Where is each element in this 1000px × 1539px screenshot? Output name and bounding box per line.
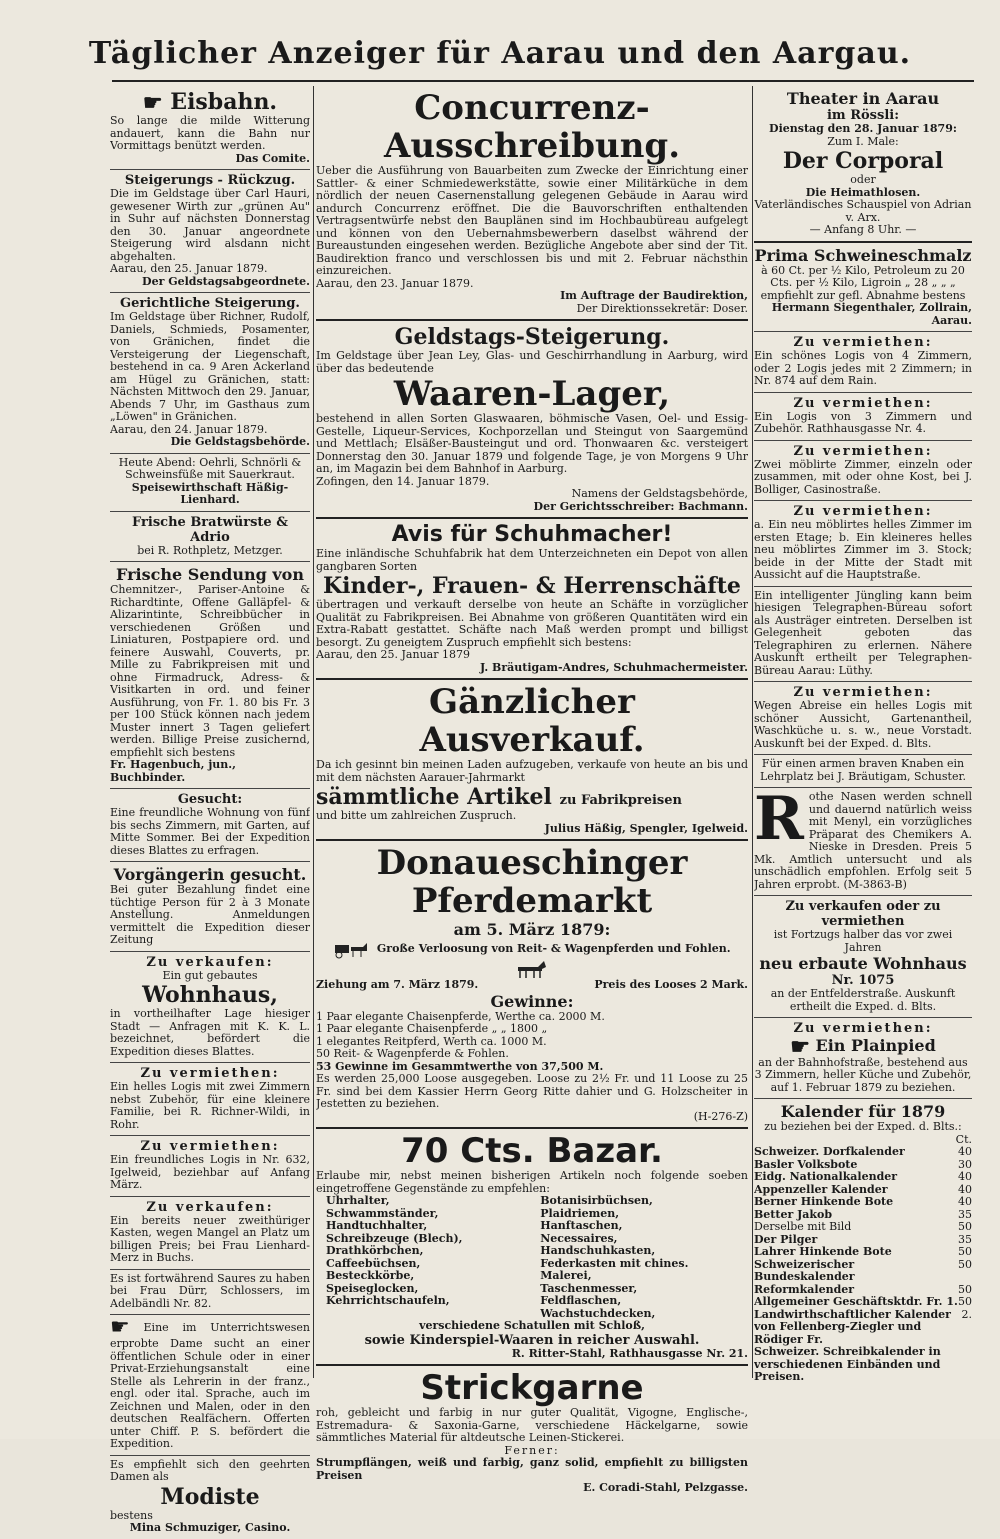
bazar-item: Federkasten mit chines. Malerei,: [540, 1256, 689, 1282]
kalender-item: Berner Hinkende Bote 40: [754, 1195, 972, 1208]
bazar-item: Handtuchhalter,: [326, 1219, 428, 1232]
kalender-item: Better Jakob 35: [754, 1207, 972, 1221]
ad-headline: Der Corporal: [782, 148, 944, 174]
ad-subtitle: Große Verloosung von Reit- & Wagenpferden und Fohlen.: [376, 942, 731, 955]
ad-text: Eine im Unterrichtswesen erprobte Dame sucht an einer öffentlichen Schule oder in einer Privat-Erziehungsanstalt eine Stelle als Lehrerin in der franz., engl. oder ital. Sprache, auch im Zeichnen und Malen, oder in den deutschen Realfächern. Offerten unter Chiff. P. S. befördert die Expedition.: [110, 1321, 310, 1450]
ad-text: Im Geldstage über Jean Ley, Glas- und Geschirrhandlung in Aarburg, wird über das bedeutende: [316, 349, 748, 375]
ad-title: Geldstags-Steigerung.: [394, 324, 670, 350]
ad-signature: Der Geldstagsabgeordnete.: [142, 274, 310, 288]
kalender-item: Basler Volksbote 30: [754, 1157, 972, 1171]
ad-signature: R. Ritter-Stahl, Rathhausgasse Nr. 21.: [511, 1346, 748, 1360]
bazar-item: Schreibzeuge (Blech),: [326, 1231, 463, 1245]
pointing-hand-icon: ☛: [142, 90, 163, 116]
ad-signature: Speisewirthschaft Häßig-Lienhard.: [131, 480, 289, 506]
ad-signature: Der Direktionssekretär: Doser.: [576, 301, 748, 315]
ad-text: Erlaube mir, nebst meinen bisherigen Artikeln noch folgende soeben eingetroffene Gegenstände zu empfehlen:: [316, 1169, 748, 1195]
ad-frische-sendung: [110, 562, 310, 789]
ad-text: Ein freundliches Logis in Nr. 632, Igelweid, beziehbar auf Anfang März.: [110, 1153, 310, 1191]
ad-code: (H-276-Z): [693, 1109, 748, 1123]
ad-text: Ein schönes Logis von 4 Zimmern, oder 2 Logis jedes mit 2 Zimmern; in Nr. 874 auf dem Rain.: [754, 349, 972, 387]
ad-title: Gänzlicher Ausverkauf.: [419, 682, 645, 760]
ad-headline: sämmtliche Artikel: [316, 784, 552, 810]
ad-signature: Hermann Siegenthaler, Zollrain, Aarau.: [771, 301, 972, 327]
horse-icon: [512, 959, 552, 979]
ad-title: Concurrenz-Ausschreibung.: [383, 88, 681, 166]
ad-title: Zu verkaufen:: [146, 1199, 274, 1215]
ad-vermiethen: [754, 501, 972, 587]
prize-item: 1 Paar elegante Chaisenpferde „ „ 1800 „: [316, 1022, 548, 1035]
ad-schweineschmalz: [754, 243, 972, 333]
ad-title: Zu vermiethen:: [793, 443, 933, 459]
ad-title: Donaueschinger Pferdemarkt: [376, 843, 688, 921]
prize-item: 53 Gewinne im Gesammtwerthe von 37,500 M.: [316, 1059, 604, 1073]
ad-gesucht: [110, 789, 310, 862]
ad-steigerungs-rueckzug: [110, 170, 310, 293]
ad-text: bei R. Rothpletz, Metzger.: [137, 543, 283, 557]
ad-title: Avis für Schuhmacher!: [391, 522, 673, 547]
ad-subtitle: Nr. 1075: [831, 973, 895, 988]
ad-title: Vorgängerin gesucht.: [113, 865, 307, 884]
pointing-hand-icon: ☛: [790, 1033, 810, 1060]
ad-verkaufen-kasten: [110, 1197, 310, 1270]
ad-vermiethen: [754, 682, 972, 755]
ad-signature: Fr. Hagenbuch, jun., Buchbinder.: [110, 758, 236, 784]
ad-date: Aarau, den 24. Januar 1879.: [110, 422, 268, 436]
kalender-item: Allgemeiner Geschäftsktdr. Fr. 1. 50: [754, 1295, 972, 1308]
ad-date: Aarau, den 23. Januar 1879.: [316, 276, 474, 290]
ad-title: Gerichtliche Steigerung.: [120, 296, 300, 311]
column-divider: [752, 86, 753, 1378]
ad-text: Vaterländisches Schauspiel von Adrian v. Arx.: [754, 198, 972, 224]
ad-text: bestehend in allen Sorten Glaswaaren, böhmische Vasen, Oel- und Essig-Gestelle, Liqueur-Services, Kochporzellan und Steingut von Saargemünd und Mettlach; Elsäßer-Bausteingut und ord. Thonwaaren &c. versteigert Donnerstag den 30. Januar 1879 und folgende Tage, je von Morgens 9 Uhr an, im Magazin bei dem Bahnhof in Aarburg.: [316, 412, 748, 475]
ad-text: Eine freundliche Wohnung von fünf bis sechs Zimmern, mit Garten, auf Mitte Sommer. Bei der Expedition dieses Blattes zu erfragen.: [110, 806, 310, 857]
ad-headline: zu Fabrikpreisen: [559, 793, 682, 808]
ad-text: sowie Kinderspiel-Waaren in reicher Auswahl.: [364, 1332, 700, 1348]
prize-item: 1 Paar elegante Chaisenpferde, Werthe ca. 2000 M.: [316, 1009, 605, 1023]
bazar-item: Besteckkörbe,: [326, 1269, 415, 1282]
kalender-item: Appenzeller Kalender 40: [754, 1182, 972, 1196]
ad-text: Es werden 25,000 Loose ausgegeben. Loose zu 2½ Fr. und 11 Loose zu 25 Fr. sind bei dem Kassier Herrn Georg Ritte dahier und G. Holzscheiter in Jestetten zu beziehen.: [316, 1072, 748, 1110]
ad-title: Zu vermiethen:: [793, 685, 933, 700]
kalender-item: Der Pilger 35: [754, 1232, 972, 1246]
kalender-item: Eidg. Nationalkalender 40: [754, 1170, 972, 1183]
kalender-item: Schweizerischer Bundeskalender 50: [754, 1257, 972, 1283]
ad-vermiethen-igelweid: [110, 1136, 310, 1197]
ad-title: Zu vermiethen:: [793, 1021, 933, 1036]
price-unit: Ct.: [955, 1132, 972, 1146]
ad-title: Prima Schweineschmalz: [754, 245, 972, 265]
ad-headline: Ein Plainpied: [815, 1036, 936, 1055]
ad-text: Da ich gesinnt bin meinen Laden aufzugeben, verkaufe von heute an bis und mit dem nächsten Aarauer-Jahrmarkt: [316, 758, 748, 784]
horse-carriage-icon: [333, 939, 373, 959]
bazar-item: Wachstuchdecken,: [540, 1306, 656, 1320]
ad-text: Ein intelligenter Jüngling kann beim hiesigen Telegraphen-Büreau sofort als Austräger eintreten. Derselben ist Gelegenheit geboten das Telegraphiren zu erlernen. Nähere Auskunft ertheilt per Telegraphen-Büreau Aarau: Lüthy.: [754, 588, 972, 677]
ad-text: bestens: [110, 1508, 153, 1522]
ad-text: à 60 Ct. per ½ Kilo, Petroleum zu 20 Cts. per ½ Kilo, Ligroin „ 28 „ „ „ empfiehlt zur gefl. Abnahme bestens: [760, 263, 966, 302]
ad-text: So lange die milde Witterung andauert, kann die Bahn nur Vormittags benützt werden.: [110, 114, 310, 152]
ad-signature: Mina Schmuziger, Casino.: [129, 1521, 291, 1534]
ad-text: oder: [850, 173, 876, 186]
ad-title: Frische Sendung von: [116, 565, 304, 584]
ad-headline: Wohnhaus,: [142, 982, 278, 1008]
ad-vermiethen: [754, 332, 972, 393]
ad-date: Zofingen, den 14. Januar 1879.: [316, 474, 490, 488]
ad-subtitle: zu beziehen bei der Exped. d. Blts.:: [764, 1120, 962, 1133]
ad-signature: Julius Häßig, Spengler, Igelweid.: [544, 821, 748, 835]
ad-ziehung: Ziehung am 7. März 1879.: [316, 978, 479, 991]
ad-date: Aarau, den 25. Januar 1879.: [110, 262, 268, 275]
ad-text: ist Fortzugs halber das vor zwei Jahren: [773, 928, 953, 954]
ad-pferdemarkt: [316, 841, 748, 1129]
ad-text: Im Geldstage über Richner, Rudolf, Daniels, Schmieds, Posamenter, von Gränichen, findet die Versteigerung der Liegenschaft, bestehend in ca. 9 Aren Ackerland am Hügel zu Gränichen, statt: Nächsten Mittwoch den 29. Januar, Abends 7 Uhr, im Gasthaus zum „Löwen" in Gränichen.: [110, 310, 310, 423]
bazar-item: Plaidriemen,: [540, 1206, 620, 1220]
ad-text: Heute Abend: Oehrli, Schnörli & Schweinsfüße mit Sauerkraut.: [118, 455, 302, 481]
ad-telegraph: [754, 587, 972, 683]
ad-signature: E. Coradi-Stahl, Pelzgasse.: [583, 1481, 748, 1494]
bazar-item: Handschuhkasten,: [540, 1244, 656, 1257]
bazar-item: Hanftaschen,: [540, 1219, 623, 1232]
bazar-item: Botanisirbüchsen,: [540, 1194, 653, 1207]
column-right: [754, 86, 972, 1388]
ad-text: Es ist fortwährend Saures zu haben bei Frau Dürr, Schlossers, im Adelbändli Nr. 82.: [110, 1271, 310, 1310]
ad-subtitle: im Rössli:: [826, 108, 899, 123]
ad-vermiethen-rohr: [110, 1063, 310, 1136]
ad-plainpied: [754, 1018, 972, 1099]
ad-bratwuerste: [110, 512, 310, 563]
ad-wohnhaus: [110, 952, 310, 1064]
ad-theater: [754, 86, 972, 243]
ad-text: Es empfiehlt sich den geehrten Damen als: [110, 1457, 310, 1483]
bazar-item: Caffeebüchsen,: [326, 1256, 421, 1270]
ad-vorgaengerin: [110, 862, 310, 952]
ad-headline: Kinder-, Frauen- & Herrenschäfte: [323, 573, 741, 599]
kalender-item: Lahrer Hinkende Bote 50: [754, 1245, 972, 1258]
ad-title: Frische Bratwürste & Adrio: [132, 514, 288, 545]
ad-signature: Im Auftrage der Baudirektion,: [560, 289, 748, 302]
ad-text: Bei guter Bezahlung findet eine tüchtige Person für 2 à 3 Monate Anstellung. Anmeldungen vermittelt die Expedition dieser Zeitung: [110, 883, 310, 946]
ad-title: Zu vermiethen:: [793, 504, 933, 519]
ad-text: Für einen armen braven Knaben ein Lehrplatz bei J. Bräutigam, Schuster.: [759, 757, 967, 783]
ad-title: Theater in Aarau: [786, 89, 940, 108]
ad-text: Chemnitzer-, Pariser-Antoine & Richardtinte, Offene Galläpfel- & Alizarintinte, Schreibbücher in verschiedenen Größen und Liniaturen, Postpapiere ord. und feinere Auswahl, Couverts, pr. Mille zu Fabrikpreisen mit und ohne Firmadruck, Adress- & Visitkarten in ord. und feiner Ausführung, von Fr. 1. 80 bis Fr. 3 per 100 Stück können nach jedem Muster innert 3 Tagen geliefert werden. Billige Preise zusichernd, empfiehlt sich bestens: [110, 583, 310, 759]
ad-headline: Waaren-Lager,: [393, 374, 671, 414]
ad-geldstag: [316, 321, 748, 519]
ad-text: Ein helles Logis mit zwei Zimmern nebst Zubehör, für eine kleinere Familie, bei R. Richner-Wildi, in Rohr.: [110, 1080, 310, 1131]
prize-item: 1 elegantes Reitpferd, Werth ca. 1000 M.: [316, 1034, 547, 1048]
ad-text: an der Entfelderstraße. Auskunft ertheilt die Exped. d. Blts.: [770, 987, 956, 1013]
masthead-rule: [112, 80, 974, 82]
ad-kalender: [754, 1099, 972, 1388]
ad-neu-erbaute-wohnhaus: [754, 896, 972, 1018]
ad-title: Kalender für 1879: [780, 1102, 946, 1121]
ad-concurrenz: [316, 86, 748, 321]
ad-title: Strickgarne: [420, 1368, 644, 1408]
ad-date: am 5. März 1879:: [453, 920, 611, 939]
ad-text: a. Ein neu möblirtes helles Zimmer im ersten Etage; b. Ein kleineres helles neu möblirtes Zimmer im 3. Stock; beide in der Mitte der Stadt mit Aussicht auf die Hauptstraße.: [754, 518, 972, 581]
ad-ausverkauf: [316, 680, 748, 841]
bazar-item: Taschenmesser,: [540, 1281, 638, 1295]
ad-text: Die im Geldstage über Carl Hauri, gewesener Wirth zur „grünen Au" in Suhr auf nächsten Donnerstag den 30. Januar angeordnete Steigerung wird alsdann nicht abgehalten.: [110, 187, 310, 263]
ad-text: Wegen Abreise ein helles Logis mit schöner Aussicht, Gartenantheil, Waschküche u. s. w., neue Vorstadt. Auskunft bei der Exped. d. Blts.: [754, 699, 972, 750]
ad-title: Zu vermiethen:: [793, 395, 933, 411]
drop-cap: R: [754, 784, 804, 854]
ad-vermiethen: [754, 393, 972, 441]
ad-text: roh, gebleicht und farbig in nur guter Qualität, Vigogne, Englische-, Estremadura- & Saxonia-Garne, verschiedene Häckelgarne, sowie sämmtliches Material für altdeutsche Leinen-Stickerei.: [316, 1406, 748, 1444]
ad-title: 70 Cts. Bazar.: [401, 1131, 663, 1171]
ad-title: Zu vermiethen:: [793, 335, 933, 350]
kalender-item: Schweizer. Dorfkalender 40: [754, 1145, 972, 1158]
ad-text: Ueber die Ausführung von Bauarbeiten zum Zwecke der Einrichtung einer Sattler- & einer Schmiedewerkstätte, sowie einer Militärküche in dem nördlich der neuen Casernenstallung gelegenen Gebäude in Aarau wird andurch Concurrenz eröffnet. Die die Bauvorschriften enthaltenden Vertragsentwürfe nebst den Bauplänen sind im Hochbaubüreau aufgelegt und können von den Uebernahmsbewerbern daselbst während der Bureaustunden eingesehen werden. Bezügliche Angebote aber sind der Tit. Baudirektion franco und verschlossen bis und mit 2. Februar nächsthin einzureichen.: [316, 164, 748, 277]
ad-text: Eine inländische Schuhfabrik hat dem Unterzeichneten ein Depot von allen gangbaren Sorten: [316, 547, 748, 573]
ad-text: Schweizer. Schreibkalender in verschiedenen Einbänden und Preisen.: [754, 1345, 941, 1383]
bazar-item: Necessaires,: [540, 1231, 618, 1245]
ad-rothe-nasen: [754, 784, 972, 896]
ad-saures: [110, 1270, 310, 1316]
ad-date: Aarau, den 25. Januar 1879: [316, 648, 470, 661]
pointing-hand-icon: ☛: [110, 1315, 130, 1340]
ad-text: Ferner:: [504, 1443, 560, 1457]
column-center: [316, 86, 748, 1499]
ad-headline: Modiste: [160, 1483, 260, 1510]
ad-text: Strumpflängen, weiß und farbig, ganz solid, empfiehlt zu billigsten Preisen: [316, 1456, 748, 1482]
kalender-item: Derselbe mit Bild 50: [754, 1220, 972, 1233]
ad-text: Ein gut gebautes: [162, 968, 258, 982]
ad-text: Zum I. Male:: [827, 134, 899, 148]
column-left: [110, 86, 310, 1539]
ad-headline: neu erbaute Wohnhaus: [759, 954, 967, 973]
ad-text: Zwei möblirte Zimmer, einzeln oder zusammen, mit oder ohne Kost, bei J. Bolliger, Casinostraße.: [754, 457, 972, 496]
ad-gerichtliche-steigerung: [110, 293, 310, 454]
bazar-item: Uhrhalter,: [326, 1194, 390, 1207]
ad-signature: J. Bräutigam-Andres, Schuhmachermeister.: [480, 660, 748, 674]
ad-subtitle: Die Heimathlosen.: [805, 185, 921, 199]
ad-subtitle: Gewinne:: [490, 991, 574, 1011]
ad-signature: Der Gerichtsschreiber: Bachmann.: [533, 499, 748, 513]
ad-avis-schuhmacher: [316, 519, 748, 680]
ad-text: und bitte um zahlreichen Zuspruch.: [316, 809, 517, 822]
ad-text: Ein Logis von 3 Zimmern und Zubehör. Rathhausgasse Nr. 4.: [754, 409, 972, 435]
prize-item: 50 Reit- & Wagenpferde & Fohlen.: [316, 1047, 509, 1060]
ad-text: verschiedene Schatullen mit Schloß,: [419, 1319, 645, 1332]
ad-date: Dienstag den 28. Januar 1879:: [769, 122, 957, 135]
ad-title: Zu vermiethen:: [140, 1139, 280, 1154]
ad-title: Zu vermiethen:: [140, 1066, 280, 1081]
ad-lehrerin: [110, 1315, 310, 1456]
kalender-item: Reformkalender 50: [754, 1282, 972, 1296]
ad-text: übertragen und verkauft derselbe von heute an Schäfte in vorzüglicher Qualität zu Fabrikpreisen. Bei Abnahme von größeren Quantitäten wird ein Extra-Rabatt gestattet. Schäfte nach Maß werden prompt und billigst besorgt. Zu geneigtem Zuspruch empfiehlt sich bestens:: [316, 598, 748, 649]
column-divider: [313, 86, 314, 1378]
ad-preis: Preis des Looses 2 Mark.: [594, 978, 748, 991]
ad-signature: Das Comite.: [235, 151, 310, 165]
ad-text: othe Nasen werden schnell und dauernd natürlich weiss mit Menyl, ein vorzügliches Präparat des Chemikers A. Nieske in Dresden. Preis 5 Mk. Amtlich untersucht und als unschädlich empfohlen. Erfolg seit 5 Jahren erprobt. (M-3863-B): [754, 790, 972, 891]
bazar-item: Kehrrichtschaufeln,: [326, 1294, 450, 1307]
ad-text: — Anfang 8 Uhr. —: [809, 223, 917, 236]
ad-eisbahn: [110, 86, 310, 170]
masthead: Täglicher Anzeiger für Aarau und den Aargau.: [88, 36, 912, 71]
ad-heute-abend: [110, 454, 310, 512]
ad-signature: Die Geldstagsbehörde.: [170, 435, 310, 448]
ad-strickgarne: [316, 1366, 748, 1499]
ad-title: Zu verkaufen oder zu vermiethen: [785, 899, 941, 929]
bazar-item: Schwammständer,: [326, 1206, 439, 1220]
ad-title: Zu verkaufen:: [146, 954, 274, 970]
ad-modiste: [110, 1456, 310, 1539]
kalender-item: Landwirthschaftlicher Kalender von Fellenberg-Ziegler und Rödiger Fr. 2.: [754, 1307, 972, 1346]
ad-text: Ein bereits neuer zweithüriger Kasten, wegen Mangel an Platz um billigen Preis; bei Frau Lienhard-Merz in Buchs.: [110, 1213, 310, 1264]
bazar-item: Drathkörbchen,: [326, 1244, 424, 1257]
ad-text: in vortheilhafter Lage hiesiger Stadt — Anfragen mit K. K. L. bezeichnet, befördert die Expedition dieses Blattes.: [110, 1007, 310, 1058]
ad-text: an der Bahnhofstraße, bestehend aus 3 Zimmern, heller Küche und Zubehör, auf 1. Februar 1879 zu beziehen.: [754, 1055, 972, 1094]
ad-signature: Namens der Geldstagsbehörde,: [571, 487, 748, 500]
ad-title: Steigerungs - Rückzug.: [124, 173, 296, 188]
ad-title: Gesucht:: [177, 792, 243, 807]
ad-title: Eisbahn.: [170, 89, 278, 115]
ad-vermiethen: [754, 441, 972, 502]
ad-bazar: [316, 1129, 748, 1366]
bazar-item: Speiseglocken,: [326, 1281, 419, 1295]
bazar-item: Feldflaschen,: [540, 1294, 622, 1307]
